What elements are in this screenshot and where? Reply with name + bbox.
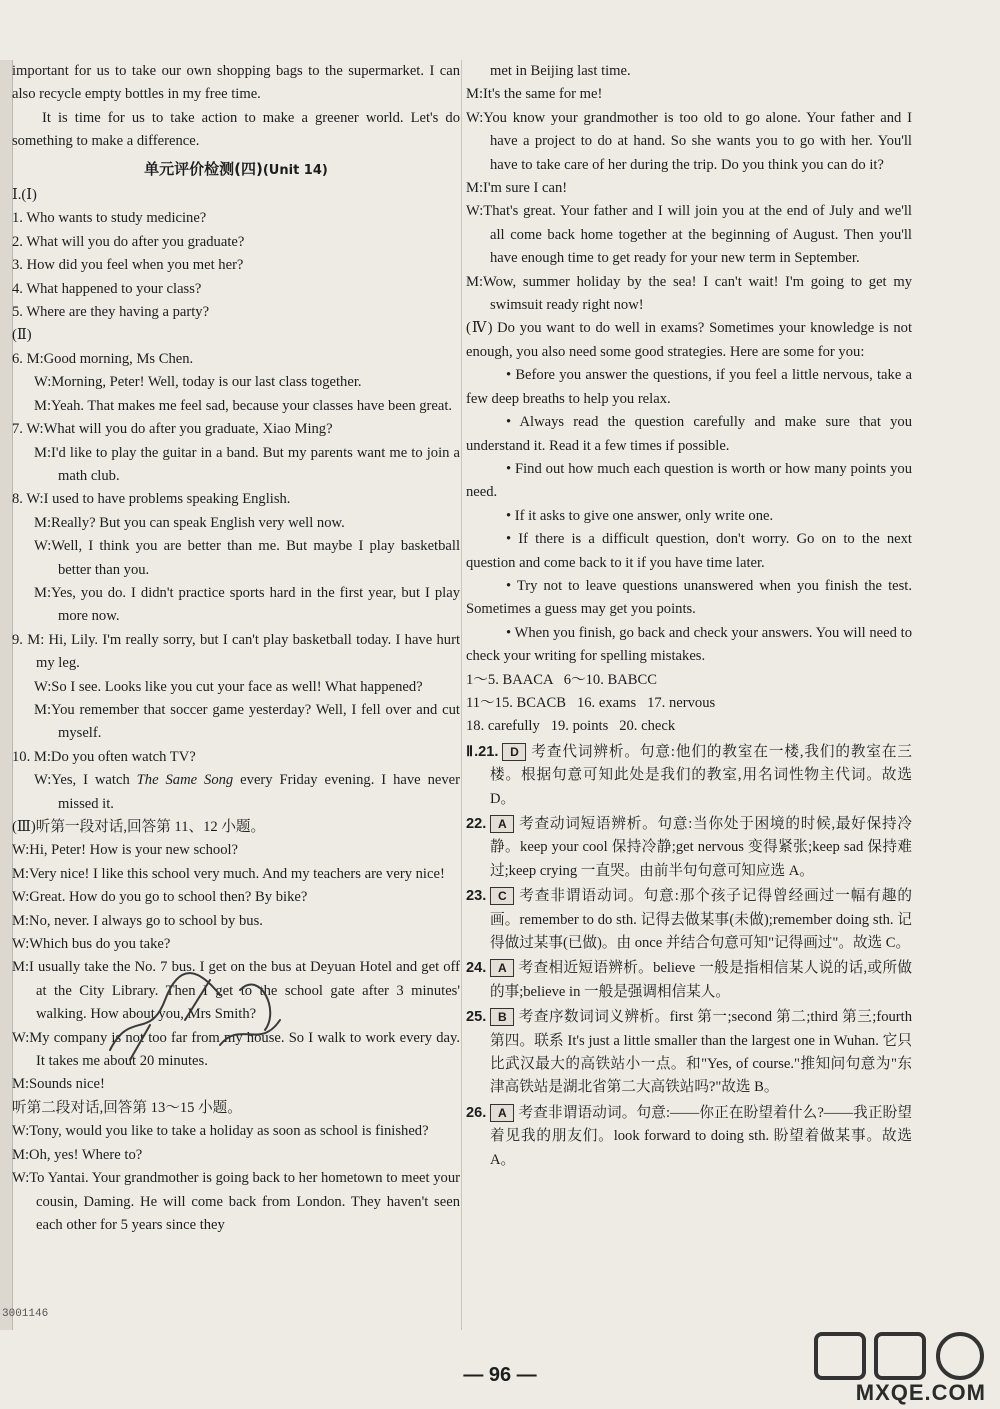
- explanation-23: [466, 885, 912, 955]
- answer-box: D: [502, 743, 526, 761]
- section-heading-unit: (Unit 14): [262, 162, 328, 178]
- question-line: 4. What happened to your class?: [12, 280, 202, 297]
- answer-box: A: [490, 959, 514, 977]
- dialogue-line: 8. W:I used to have problems speaking English.: [12, 491, 291, 508]
- intro-paragraph-2: It is time for us to take action to make a greener world. Let's do something to make a difference.: [12, 109, 460, 150]
- question-line: 2. What will you do after you graduate?: [12, 233, 245, 250]
- dialogue-line: M:I'd like to play the guitar in a band. But my parents want me to join a math club.: [34, 444, 460, 484]
- print-code: 3001146: [2, 1308, 49, 1320]
- dialogue-line: W:My company is not too far from my house. So I walk to work every day. It takes me about 20 minutes.: [12, 1029, 460, 1070]
- explanation-26: [466, 1102, 912, 1172]
- question-number: Ⅱ.21.: [466, 743, 499, 760]
- dialogue-line: 7. W:What will you do after you graduate, Xiao Ming?: [12, 421, 333, 438]
- answer-box: C: [490, 887, 514, 905]
- dialogue-line: M:Yeah. That makes me feel sad, because your classes have been great.: [34, 397, 453, 414]
- part-4-intro: (Ⅳ) Do you want to do well in exams? Sometimes your knowledge is not enough, you also need some good strategies. Here are some for you:: [466, 320, 912, 360]
- dialogue-line: M:No, never. I always go to school by bus.: [12, 912, 263, 929]
- dialogue-line: 10. M:Do you often watch TV?: [12, 748, 196, 765]
- watermark-text: MXQE.COM: [855, 1380, 986, 1405]
- strategy-bullet: • If it asks to give one answer, only write one.: [506, 507, 774, 524]
- dialogue-line: W:Morning, Peter! Well, today is our last class together.: [34, 374, 362, 391]
- strategy-bullet: • Always read the question carefully and make sure that you understand it. Read it a few times if possible.: [466, 414, 912, 454]
- dialogue-line: M:Very nice! I like this school very much. And my teachers are very nice!: [12, 865, 445, 882]
- explanation-25: [466, 1006, 912, 1100]
- dialogue-line: W:You know your grandmother is too old to go alone. Your father and I have a project to do at hand. So she wants you to go with her. You'll have to take care of her during the trip. Do you think you can do it?: [466, 109, 912, 173]
- dialogue-line: M:Wow, summer holiday by the sea! I can't wait! I'm going to get my swimsuit ready right now!: [466, 273, 912, 314]
- dialogue-line: 6. M:Good morning, Ms Chen.: [12, 350, 194, 367]
- strategy-bullet: • Find out how much each question is worth or how many points you need.: [466, 460, 912, 501]
- explanation-text: 考查非谓语动词。句意:——你正在盼望着什么?——我正盼望着见我的朋友们。look forward to doing sth. 盼望着做某事。故选 A。: [490, 1104, 912, 1168]
- section-heading: [12, 158, 460, 182]
- dialogue-line: M:Really? But you can speak English very well now.: [34, 514, 345, 531]
- part-3b-label: 听第二段对话,回答第 13～15 小题。: [12, 1099, 242, 1116]
- dialogue-line: M:Oh, yes! Where to?: [12, 1146, 143, 1163]
- dialogue-line: M:It's the same for me!: [466, 86, 603, 103]
- dialogue-line: M:I'm sure I can!: [466, 180, 568, 197]
- explanation-22: [466, 813, 912, 883]
- dialogue-line: W:That's great. Your father and I will join you at the end of July and we'll all come back home together at the beginning of August. Then you'll have enough time to get ready for your new term in September.: [466, 203, 912, 267]
- explanation-21: [466, 741, 912, 811]
- question-line: 5. Where are they having a party?: [12, 304, 210, 321]
- explanation-text: 考查序数词词义辨析。first 第一;second 第二;third 第三;fourth 第四。联系 It's just a little smaller than the largest one in Wuhan. 它只比武汉最大的高铁站小一点。和"Yes, of course."推知问句意为"东津高铁站是湖北省第二大高铁站吗?"故选 B。: [490, 1009, 912, 1096]
- answer-box: B: [490, 1008, 514, 1026]
- dialogue-line: W:So I see. Looks like you cut your face as well! What happened?: [34, 678, 423, 695]
- dialogue-line: 9. M: Hi, Lily. I'm really sorry, but I can't play basketball today. I have hurt my leg.: [12, 631, 460, 672]
- intro-paragraph-1: important for us to take our own shopping bags to the supermarket. I can also recycle empty bottles in my free time.: [12, 63, 460, 103]
- left-column: [12, 60, 460, 1237]
- dialogue-line: M:You remember that soccer game yesterday? Well, I fell over and cut myself.: [34, 701, 460, 742]
- answer-box: A: [490, 815, 514, 833]
- answer-key-line: 1～5. BAACA 6～10. BABCC: [466, 671, 657, 688]
- dialogue-line: W:To Yantai. Your grandmother is going back to her hometown to meet your cousin, Daming. He will come back from London. They haven't seen each other for 5 years since they: [12, 1170, 460, 1233]
- column-divider: [461, 60, 462, 1330]
- explanation-text: 考查相近短语辨析。believe 一般是指相信某人说的话,或所做的事;believe in 一般是强调相信某人。: [490, 960, 912, 1000]
- strategy-bullet: • Before you answer the questions, if you feel a little nervous, take a few deep breaths to help you relax.: [466, 367, 912, 407]
- answer-box: A: [490, 1104, 514, 1122]
- dialogue-text: every Friday evening. I have never missed it.: [58, 772, 460, 812]
- strategy-bullet: • When you finish, go back and check your answers. You will need to check your writing for spelling mistakes.: [466, 624, 912, 665]
- strategy-bullet: • Try not to leave questions unanswered when you finish the test. Sometimes a guess may get you points.: [466, 577, 912, 618]
- dialogue-line: met in Beijing last time.: [490, 63, 631, 79]
- answer-key-line: 18. carefully 19. points 20. check: [466, 718, 676, 735]
- explanation-24: [466, 957, 912, 1004]
- explanation-text: 考查动词短语辨析。句意:当你处于困境的时候,最好保持冷静。keep your cool 保持冷静;get nervous 变得紧张;keep sad 保持难过;keep crying 一直哭。由前半句句意可知应选 A。: [490, 816, 912, 879]
- answer-key-line: 11～15. BCACB 16. exams 17. nervous: [466, 694, 716, 711]
- dialogue-line: W:Well, I think you are better than me. But maybe I play basketball better than you.: [34, 538, 460, 578]
- song-title: The Same Song: [136, 772, 234, 789]
- part-3-label: (Ⅲ)听第一段对话,回答第 11、12 小题。: [12, 819, 266, 835]
- dialogue-line: W:Hi, Peter! How is your new school?: [12, 842, 239, 859]
- dialogue-line: W:Tony, would you like to take a holiday as soon as school is finished?: [12, 1123, 429, 1140]
- dialogue-line: M:Yes, you do. I didn't practice sports hard in the first year, but I play more now.: [34, 584, 460, 625]
- question-number: 24.: [466, 960, 487, 977]
- question-number: 23.: [466, 888, 487, 905]
- question-line: 1. Who wants to study medicine?: [12, 210, 207, 227]
- dialogue-text: W:Yes, I watch: [34, 772, 137, 789]
- part-2-label: (Ⅱ): [12, 327, 32, 344]
- page-number: — 96 —: [463, 1364, 537, 1386]
- question-number: 22.: [466, 816, 487, 832]
- dialogue-line: W:Great. How do you go to school then? By bike?: [12, 889, 308, 906]
- dialogue-line: M:I usually take the No. 7 bus. I get on the bus at Deyuan Hotel and get off at the City Library. Then I get to the school gate after 3 minutes' walking. How about you, Mrs Smith?: [12, 959, 460, 1023]
- question-number: 25.: [466, 1009, 487, 1026]
- dialogue-line: W:Which bus do you take?: [12, 936, 171, 953]
- question-line: 3. How did you feel when you met her?: [12, 257, 244, 274]
- explanation-text: 考查代词辨析。句意:他们的教室在一楼,我们的教室在三楼。根据句意可知此处是我们的教室,用名词性物主代词。故选 D。: [490, 743, 912, 807]
- section-heading-title: 单元评价检测(四): [144, 159, 263, 178]
- question-number: 26.: [466, 1104, 487, 1121]
- strategy-bullet: • If there is a difficult question, don't worry. Go on to the next question and come back to it if you have time later.: [466, 531, 912, 571]
- right-column: [466, 60, 912, 1174]
- part-1-label: Ⅰ.(Ⅰ): [12, 187, 37, 204]
- dialogue-line: M:Sounds nice!: [12, 1076, 105, 1093]
- dialogue-line: [12, 769, 460, 816]
- explanation-text: 考查非谓语动词。句意:那个孩子记得曾经画过一幅有趣的画。remember to do sth. 记得去做某事(未做);remember doing sth. 记得做过某事(已做)。由 once 并结合句意可知"记得画过"。故选 C。: [490, 888, 912, 952]
